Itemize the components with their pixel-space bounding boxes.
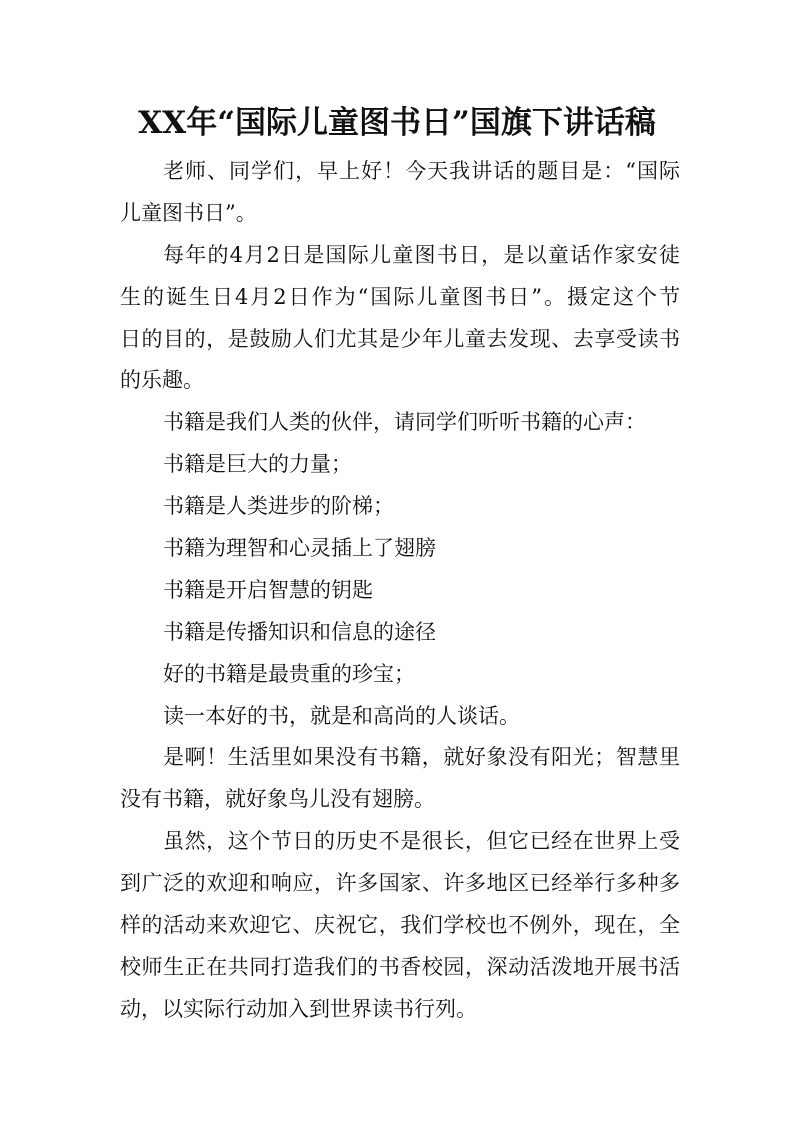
text-line: 书籍是人类进步的阶梯；: [163, 494, 394, 519]
text-line: 书籍是传播知识和信息的途径: [163, 619, 436, 644]
text-line: 书籍为理智和心灵插上了翅膀: [163, 536, 436, 561]
text-line: 生的诞生日4月2日作为“国际儿童图书日”。摄定这个节: [120, 284, 680, 309]
text-line: 老师、同学们，早上好！今天我讲话的题目是：“国际: [163, 159, 680, 183]
text-line: 虽然，这个节日的历史不是很长，但它已经在世界上受: [163, 829, 680, 854]
text-line: 校师生正在共同打造我们的书香校园，深动活泼地开展书活: [120, 954, 680, 979]
text-line: 日的目的，是鼓励人们尤其是少年儿童去发现、去享受读书: [120, 326, 680, 351]
text-line: 好的书籍是最贵重的珍宝；: [163, 661, 415, 686]
text-line: 儿童图书日”。: [120, 200, 257, 225]
text-line: 动，以实际行动加入到世界读书行列。: [120, 996, 477, 1021]
text-line: 是啊！生活里如果没有书籍，就好象没有阳光；智慧里: [163, 745, 680, 770]
document-title: XX年“国际儿童图书日”国旗下讲话稿: [138, 105, 656, 141]
text-line: 样的活动来欢迎它、庆祝它，我们学校也不例外，现在，全: [120, 913, 680, 938]
text-line: 到广泛的欢迎和响应，许多国家、许多地区已经举行多种多: [120, 871, 680, 896]
text-line: 读一本好的书，就是和高尚的人谈话。: [163, 703, 520, 728]
text-line: 没有书籍，就好象鸟儿没有翅膀。: [120, 787, 435, 812]
document-body: [120, 151, 680, 1031]
text-line: 书籍是开启智慧的钥匙: [163, 577, 373, 602]
text-line: 每年的4月2日是国际儿童图书日，是以童话作家安徒: [163, 242, 680, 267]
text-line: 的乐趣。: [120, 368, 204, 393]
text-line: 书籍是我们人类的伙伴，请同学们听听书籍的心声：: [163, 410, 646, 435]
text-line: 书籍是巨大的力量；: [163, 452, 352, 477]
